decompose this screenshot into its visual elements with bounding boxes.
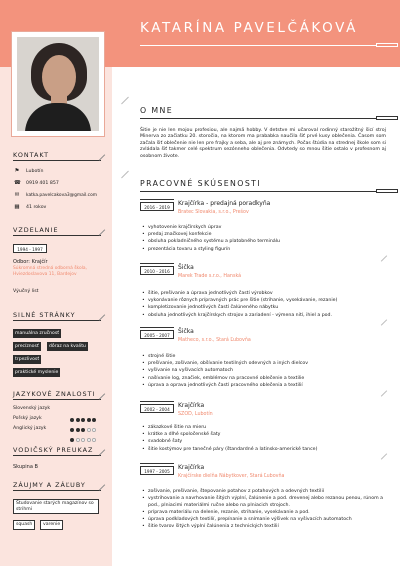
education-years: 1994 - 1997	[13, 244, 47, 253]
job-pencil-icon	[381, 453, 387, 459]
hobby-tag: Študovanie starých magazínov so strihmi	[13, 499, 99, 514]
job-years: 2010 - 2016	[140, 266, 174, 275]
job-years: 2005 - 2007	[140, 330, 174, 339]
strength-tag: trpezlivosť	[15, 357, 40, 362]
list-item: • našívanie log, značiek, emblémov na pracovné oblečenie a textilie	[140, 375, 390, 382]
contact-title-line	[13, 160, 101, 161]
list-item: • kompletizovanie jednotlivých častí čalúneného nábytku	[140, 304, 390, 311]
list-item: • obsluha pokladničného systému a platobného terminálu	[140, 238, 390, 245]
languages-title-line	[13, 399, 101, 400]
job-years: 2002 - 2004	[140, 404, 174, 413]
job-years: 2016 - 2019	[140, 202, 174, 211]
contact-age: 41 rokov	[26, 205, 47, 210]
job-duties	[140, 424, 390, 453]
job-position: Šička	[178, 264, 194, 271]
job-pencil-icon	[381, 255, 387, 261]
job-position: Krajčírka	[178, 402, 205, 409]
about-text: Šitie je nie len mojou profesiou, ale najmä hobby. V detstve mi učaroval rodinný starožitný šicí stroj Minerva zo začiatku 20. storočia, na ktorom ma prababka naučila šiť prvé kusy oblečenia. Časom som začala šiť oblečenie nie len pre frajky a seba, ale aj pre známych. Počas štúdia na strednej škole som si zvládala šiť takmer celé spektrum sezónneho oblečenia. Odvtedy so mnou šitie ostalo v profesnom aj osobnom živote.	[140, 128, 386, 159]
education-title-line	[13, 235, 101, 236]
education-title: VZDELANIE	[13, 226, 59, 234]
job-company: Matheco, s.r.o., Stará Ľubovňa	[178, 338, 251, 343]
job-position: Šička	[178, 328, 194, 335]
job-duties	[140, 353, 390, 389]
job-pencil-icon	[381, 390, 387, 396]
name-underline	[140, 45, 376, 46]
job-duties	[140, 489, 390, 530]
experience-title-line	[140, 191, 376, 192]
hobbies-title-line	[13, 490, 101, 491]
contact-title: KONTAKT	[13, 151, 50, 159]
list-item: • prešívanie, zošívanie, obšívanie textilných odevných a iných dielcov	[140, 360, 390, 367]
calendar-icon: ▦	[14, 204, 20, 210]
job-year-rule	[140, 263, 174, 264]
languages-title: JAZYKOVÉ ZNALOSTI	[13, 390, 96, 398]
language-name: Anglický jazyk	[13, 426, 47, 431]
candidate-name: KATARÍNA PAVELČÁKOVÁ	[140, 20, 358, 36]
strength-tag: praktické myslenie	[15, 370, 59, 375]
name-underline-end	[376, 43, 398, 47]
experience-pencil-icon	[121, 171, 129, 179]
job-company: Bratec Slovakia, s.r.o., Prešov	[178, 210, 249, 215]
license-title: VODIČSKÝ PREUKAZ	[13, 446, 94, 454]
list-item: • vykonávanie rôznych prípravných prác pre šitie (strihanie, vysekávanie, rezanie)	[140, 297, 390, 304]
strengths-title: SILNÉ STRÁNKY	[13, 311, 76, 319]
list-item: • zošívanie, prešívanie, štepovanie potahov z potahových a odevných textilií	[140, 489, 390, 496]
list-item: • predaj značkovej konfekcie	[140, 231, 390, 238]
map-pin-icon: ⚑	[14, 168, 20, 174]
language-level-dot	[92, 438, 96, 442]
list-item: • šitie, prešívanie a úprava jednotlivých častí výrobkov	[140, 290, 390, 297]
list-item: • vyšívanie na vyšívacích automatoch	[140, 367, 390, 374]
education-school: Súkromná stredná odborná škola, Hviezdoslavova 11, Bardejov	[13, 266, 87, 277]
list-item: • strojné šitie	[140, 353, 390, 360]
experience-title: PRACOVNÉ SKÚSENOSTI	[140, 179, 262, 188]
contact-address: Lubotín	[26, 169, 44, 174]
photo-body	[25, 103, 91, 131]
language-level-dot	[70, 438, 74, 442]
job-years: 1997 - 2005	[140, 466, 174, 475]
strength-tag: dôraz na kvalitu	[49, 344, 86, 349]
email-icon: ✉	[14, 192, 20, 198]
list-item: • vystrihovanie a navrhovanie šitých výplní, čalúnenie a pod. drevenej alebo rezanou penou, rúnom a pod., plniacimi materiálmi ručne alebo na plniacich strojoch.	[140, 496, 390, 510]
license-title-line	[13, 455, 101, 456]
language-level	[70, 427, 98, 446]
list-item: • krátke a dlhé spoločenské šaty	[140, 431, 390, 438]
hobbies-title: ZÁUJMY A ZÁĽUBY	[13, 481, 86, 489]
experience-title-line-end	[376, 189, 398, 193]
photo-face	[42, 55, 76, 99]
list-item: • vyhotovenie krajčírskych úprav	[140, 224, 390, 231]
language-level-dot	[81, 438, 85, 442]
list-item: • prezentácia tovaru a styling figurín	[140, 246, 390, 253]
job-duties	[140, 224, 390, 253]
job-year-rule	[140, 199, 174, 200]
list-item: • príprava materiálu na delenie, rezanie, strihanie, vysekávanie a pod.	[140, 510, 390, 517]
about-pencil-icon	[121, 97, 129, 105]
about-title: O MNE	[140, 106, 174, 115]
about-title-line-end	[376, 116, 398, 120]
hobby-tag: varenie	[40, 520, 63, 530]
list-item: • šitie kostýmov pre tanečné páry (štandardné a latinsko-americké tance)	[140, 446, 390, 453]
list-item: • zákazkové šitie na mieru	[140, 424, 390, 431]
job-year-rule	[140, 463, 174, 464]
job-company: Marek Trade s.r.o., Hanská	[178, 274, 242, 279]
job-company: SZOD, Lubotín	[178, 412, 213, 417]
job-position: Krajčírka	[178, 464, 205, 471]
language-level-dot	[87, 438, 91, 442]
job-year-rule	[140, 327, 174, 328]
profile-photo	[17, 37, 99, 131]
job-company: Krajčírske dielňa Nábytkover, Stará Ľubovňa	[178, 474, 285, 479]
hobby-tag: squash	[13, 520, 35, 530]
contact-email[interactable]: katka.pavelcakova3@gmail.com	[26, 193, 98, 198]
about-title-line	[140, 118, 376, 119]
strength-tag: manuálna zručnosť	[15, 331, 60, 336]
list-item: • obsluha jednotlivých krajčírskych strojov a zariadení - výmena nití, ihiel a pod.	[140, 312, 390, 319]
job-year-rule	[140, 401, 174, 402]
education-field: Odbor: Krajčír	[13, 259, 48, 265]
education-level: Výučný list	[13, 289, 39, 294]
list-item: • šitie tvarov šitých výplní čalúnenia z technických textilií	[140, 524, 390, 531]
strengths-title-line	[13, 320, 101, 321]
language-name: Poľský jazyk	[13, 416, 42, 421]
list-item: • úprava a oprava jednotlivých častí pracovného oblečenia a textilií	[140, 382, 390, 389]
job-position: Krajčírka - predajná poradkyňa	[178, 200, 271, 207]
job-duties	[140, 290, 390, 319]
license-value: Skupina B	[13, 464, 38, 470]
strength-tag: precíznosť	[15, 344, 39, 349]
profile-photo-frame	[11, 31, 105, 137]
language-level-dot	[76, 438, 80, 442]
contact-phone: 0919 401 857	[26, 181, 59, 186]
phone-icon: ☎	[14, 180, 21, 186]
list-item: • úprava podkladových textilií, prepínanie a snímanie výšivek na vyšívacích automatoch	[140, 517, 390, 524]
language-name: Slovenský jazyk	[13, 406, 51, 411]
job-pencil-icon	[381, 319, 387, 325]
list-item: • svadobné šaty	[140, 438, 390, 445]
